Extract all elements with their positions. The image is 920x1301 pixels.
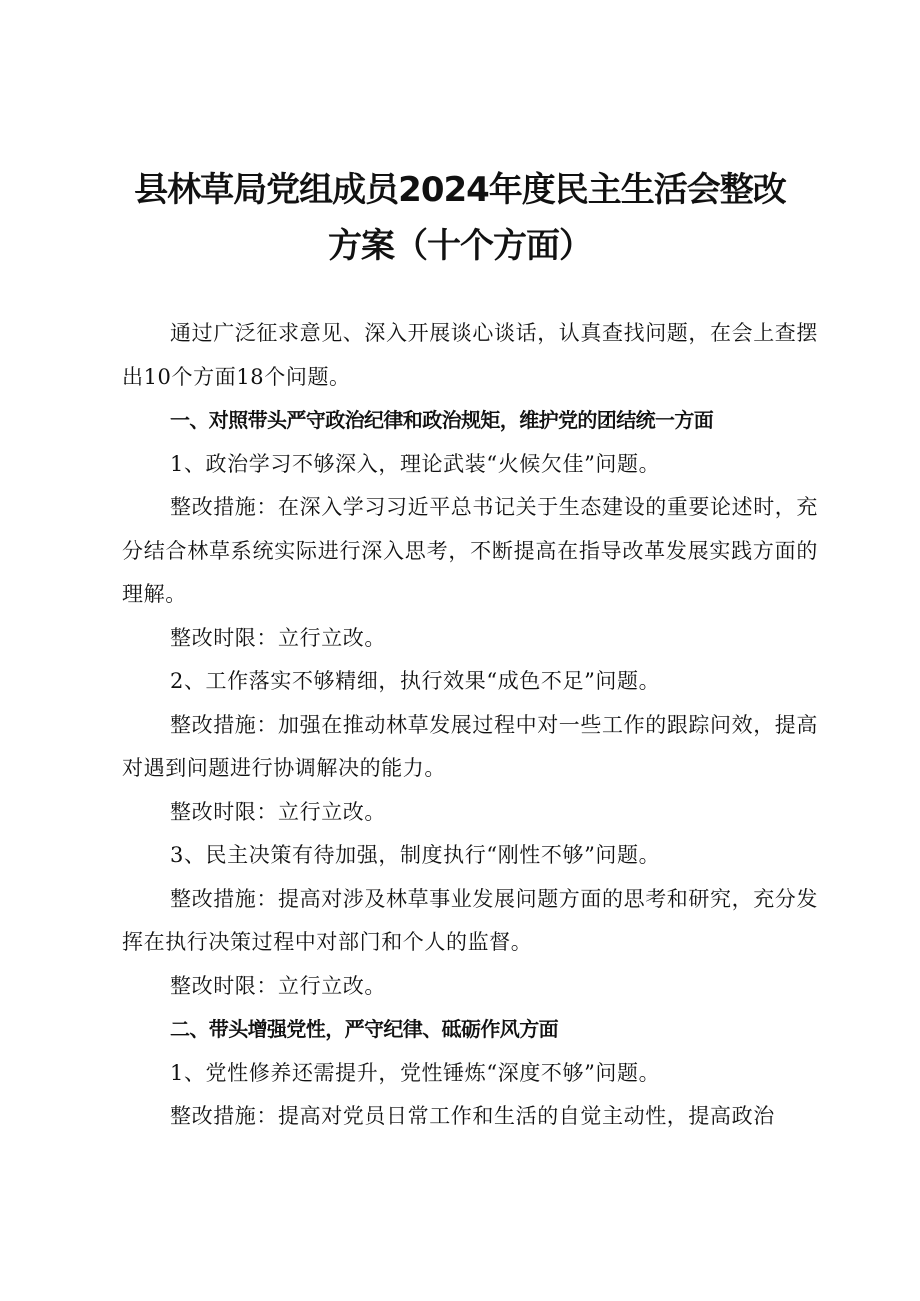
section-1-deadline-3: 整改时限：立行立改。: [170, 973, 386, 998]
document-body: [122, 312, 818, 1139]
section-1-problem-1: 1、政治学习不够深入，理论武装“火候欠佳”问题。: [170, 451, 661, 476]
intro-paragraph: 通过广泛征求意见、深入开展谈心谈话，认真查找问题，在会上查摆出10个方面18个问题。: [122, 321, 818, 389]
section-2-problem-1: 1、党性修养还需提升，党性锤炼“深度不够”问题。: [170, 1060, 661, 1085]
section-2-measure-1: 整改措施：提高对党员日常工作和生活的自觉主动性，提高政治: [170, 1104, 775, 1128]
section-2-heading: 二、带头增强党性，严守纪律、砥砺作风方面: [170, 1017, 558, 1041]
section-1-measure-3: 整改措施：提高对涉及林草事业发展问题方面的思考和研究，充分发挥在执行决策过程中对部门和个人的监督。: [122, 886, 818, 954]
document-title-line-1: 县林草局党组成员2024年度民主生活会整改: [134, 170, 786, 210]
section-1-measure-2: 整改措施：加强在推动林草发展过程中对一些工作的跟踪问效，提高对遇到问题进行协调解决的能力。: [122, 712, 818, 780]
section-1-heading: 一、对照带头严守政治纪律和政治规矩，维护党的团结统一方面: [170, 408, 714, 432]
document-title-line-2: 方案（十个方面）: [328, 226, 592, 266]
section-1-measure-1: 整改措施：在深入学习习近平总书记关于生态建设的重要论述时，充分结合林草系统实际进行深入思考，不断提高在指导改革发展实践方面的理解。: [122, 495, 818, 606]
section-1-deadline-1: 整改时限：立行立改。: [170, 625, 386, 650]
section-1-problem-3: 3、民主决策有待加强，制度执行“刚性不够”问题。: [170, 843, 661, 867]
section-1-deadline-2: 整改时限：立行立改。: [170, 799, 386, 824]
section-1-problem-2: 2、工作落实不够精细，执行效果“成色不足”问题。: [170, 669, 661, 693]
